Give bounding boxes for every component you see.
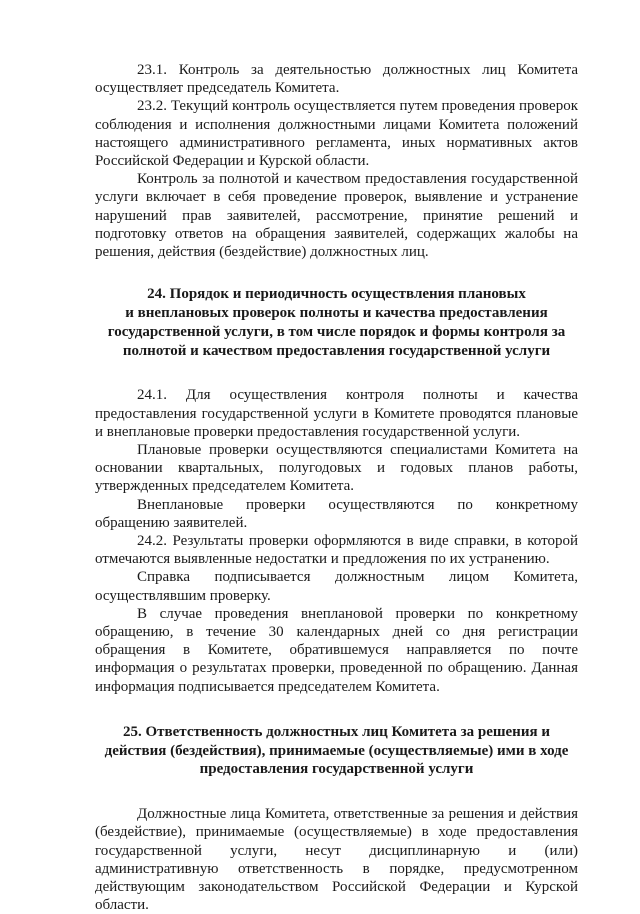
heading-line: предоставления государственной услуги — [199, 761, 474, 778]
paragraph-responsibility: Должностные лица Комитета, ответственные за решения и действия (бездействие), принимаемые (осуществляемые) в ходе предоставления государственной услуги, несут дисциплинарную и (или) административную ответственность в порядке, предусмотренном действующим законодательством Российской Федерации и Курской области. — [95, 806, 578, 914]
section-24-heading — [95, 285, 578, 360]
paragraph-quality-control: Контроль за полнотой и качеством предоставления государственной услуги включает в себя проведение проверок, выявление и устранение нарушений прав заявителей, рассмотрение, принятие решений и подготовку ответов на обращения заявителей, содержащих жалобы на решения, действия (бездействие) должностных лиц. — [95, 171, 578, 261]
paragraph-unplanned-result: В случае проведения внеплановой проверки по конкретному обращению, в течение 30 календарных дней со дня регистрации обращения в Комитете, обратившемуся направляется по почте информация о результатах проверки, проведенной по обращению. Данная информация подписывается председателем Комитета. — [95, 605, 578, 695]
paragraph-23-1: 23.1. Контроль за деятельностью должностных лиц Комитета осуществляет председатель Комитета. — [95, 62, 578, 97]
heading-line: и внеплановых проверок полноты и качества предоставления — [125, 305, 548, 322]
section-25-heading — [95, 723, 578, 779]
heading-line: государственной услуги, в том числе порядок и формы контроля за — [107, 323, 566, 340]
paragraph-planned-checks: Плановые проверки осуществляются специалистами Комитета на основании квартальных, полугодовых и годовых планов работы, утвержденных председателем Комитета. — [95, 442, 578, 495]
heading-line: 24. Порядок и периодичность осуществления плановых — [147, 286, 526, 303]
heading-line: действия (бездействия), принимаемые (осуществляемые) ими в ходе — [104, 742, 569, 759]
heading-line: 25. Ответственность должностных лиц Комитета за решения и — [123, 723, 550, 740]
paragraph-24-1: 24.1. Для осуществления контроля полноты и качества предоставления государственной услуги в Комитете проводятся плановые и внеплановые проверки предоставления государственной услуги. — [95, 387, 578, 440]
paragraph-24-2: 24.2. Результаты проверки оформляются в виде справки, в которой отмечаются выявленные недостатки и предложения по их устранению. — [95, 533, 578, 568]
heading-line: полнотой и качеством предоставления государственной услуги — [122, 342, 551, 359]
paragraph-unplanned-checks: Внеплановые проверки осуществляются по конкретному обращению заявителей. — [95, 496, 578, 531]
paragraph-23-2: 23.2. Текущий контроль осуществляется путем проведения проверок соблюдения и исполнения должностными лицами Комитета положений настоящего административного регламента, иных нормативных актов Российской Федерации и Курской области. — [95, 98, 578, 170]
document-page — [95, 61, 578, 914]
paragraph-report-signed: Справка подписывается должностным лицом Комитета, осуществлявшим проверку. — [95, 569, 578, 604]
